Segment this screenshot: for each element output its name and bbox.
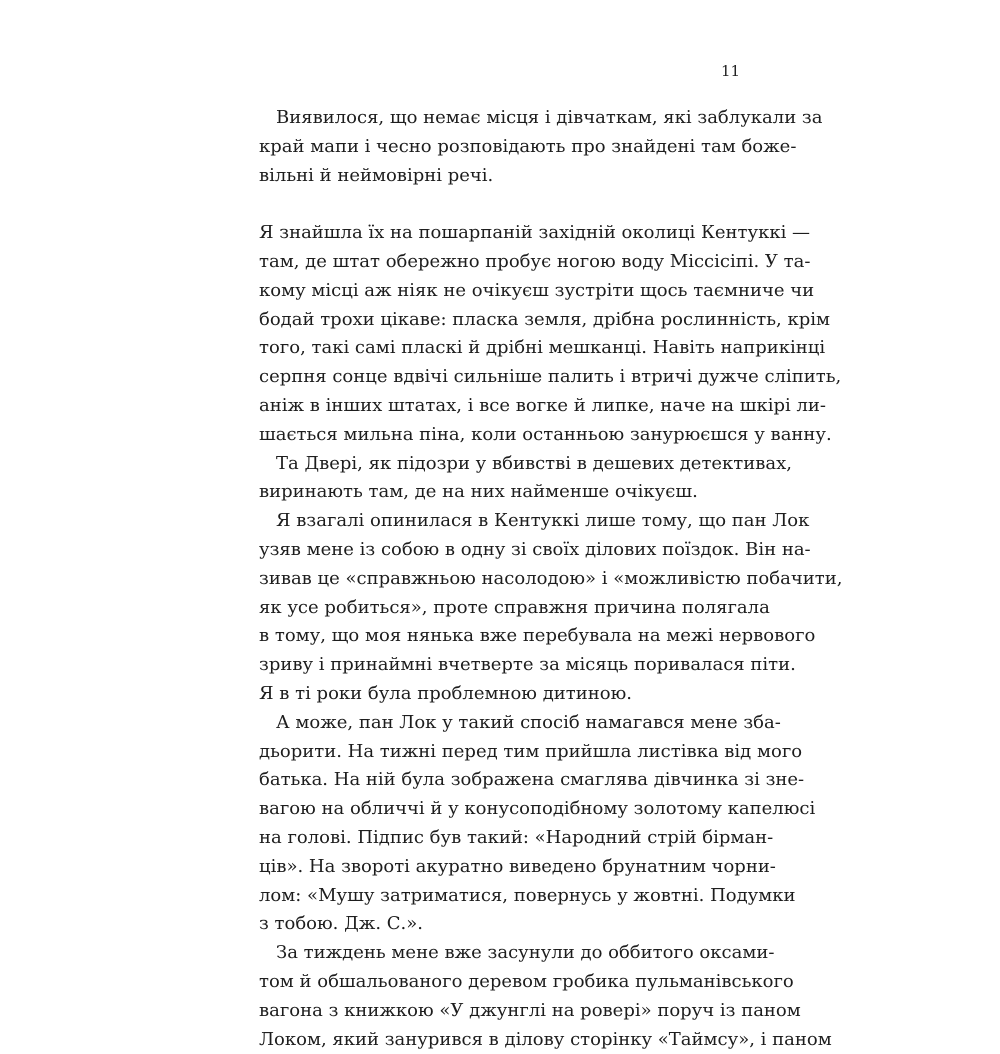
page-number: 11	[721, 62, 740, 80]
text-line: кому місці аж ніяк не очікуєш зустріти щось таємниче чи	[259, 277, 741, 306]
text-line: там, де штат обережно пробує ногою воду Міссісіпі. У та-	[259, 248, 741, 277]
text-line: Та Двері, як підозри у вбивстві в дешевих детективах,	[259, 450, 741, 479]
text-line: того, такі самі пласкі й дрібні мешканці. Навіть наприкінці	[259, 334, 741, 363]
text-line: як усе робиться», проте справжня причина полягала	[259, 594, 741, 623]
text-line: Виявилося, що немає місця і дівчаткам, які заблукали за	[259, 104, 741, 133]
text-line: вагона з книжкою «У джунглі на ровері» поруч із паном	[259, 997, 741, 1026]
text-line: вільні й неймовірні речі.	[259, 162, 741, 191]
text-line: шається мильна піна, коли останньою занурюєшся у ванну.	[259, 421, 741, 450]
text-line: лом: «Мушу затриматися, повернусь у жовтні. Подумки	[259, 882, 741, 911]
text-line: виринають там, де на них найменше очікуєш.	[259, 478, 741, 507]
text-line: За тиждень мене вже засунули до оббитого оксами-	[259, 939, 741, 968]
text-line: том й обшальованого деревом гробика пульманівського	[259, 968, 741, 997]
text-line: в тому, що моя нянька вже перебувала на межі нервового	[259, 622, 741, 651]
text-line: батька. На ній була зображена смаглява дівчинка зі зне-	[259, 766, 741, 795]
text-line: Я знайшла їх на пошарпаній західній околиці Кентуккі —	[259, 219, 741, 248]
text-line: А може, пан Лок у такий спосіб намагався мене зба-	[259, 709, 741, 738]
body-text	[259, 104, 741, 1054]
text-line: узяв мене із собою в одну зі своїх ділових поїздок. Він на-	[259, 536, 741, 565]
text-line: аніж в інших штатах, і все вогке й липке, наче на шкірі ли-	[259, 392, 741, 421]
text-line: серпня сонце вдвічі сильніше палить і втричі дужче сліпить,	[259, 363, 741, 392]
text-line: вагою на обличчі й у конусоподібному золотому капелюсі	[259, 795, 741, 824]
text-line: дьорити. На тижні перед тим прийшла листівка від мого	[259, 738, 741, 767]
text-line: Я в ті роки була проблемною дитиною.	[259, 680, 741, 709]
text-line: бодай трохи цікаве: пласка земля, дрібна рослинність, крім	[259, 306, 741, 335]
text-line: Локом, який занурився в ділову сторінку «Таймсу», і паном	[259, 1026, 741, 1054]
text-line: ців». На звороті акуратно виведено брунатним чорни-	[259, 853, 741, 882]
text-line: на голові. Підпис був такий: «Народний стрій бірман-	[259, 824, 741, 853]
text-line: край мапи і чесно розповідають про знайдені там боже-	[259, 133, 741, 162]
text-line: зриву і принаймні вчетверте за місяць поривалася піти.	[259, 651, 741, 680]
text-line: Я взагалі опинилася в Кентуккі лише тому, що пан Лок	[259, 507, 741, 536]
text-line: з тобою. Дж. С.».	[259, 910, 741, 939]
text-line: зивав це «справжньою насолодою» і «можливістю побачити,	[259, 565, 741, 594]
